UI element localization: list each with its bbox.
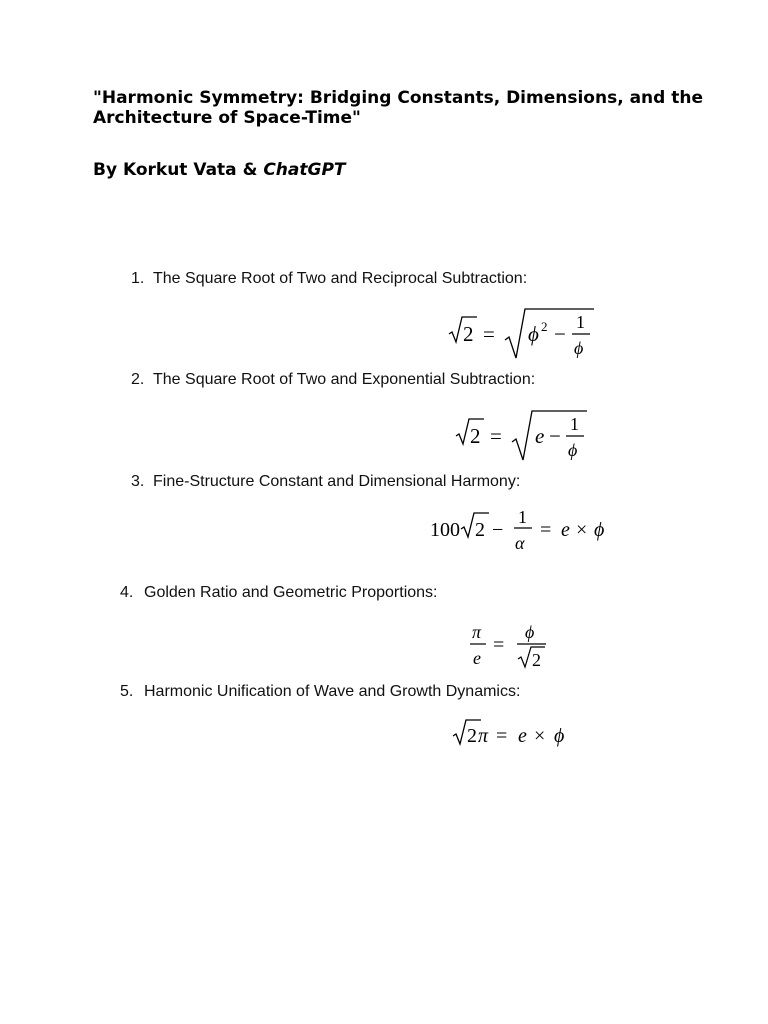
svg-text:2: 2	[541, 319, 548, 334]
byline-authors: By Korkut Vata &	[93, 160, 264, 180]
svg-text:ϕ: ϕ	[554, 725, 565, 747]
svg-text:1: 1	[518, 507, 527, 527]
item-heading: The Square Root of Two and Reciprocal Subtraction:	[153, 270, 528, 287]
item-number: 5.	[120, 683, 134, 700]
svg-text:=: =	[540, 519, 552, 541]
svg-text:ϕ: ϕ	[594, 519, 605, 541]
list-item	[120, 583, 437, 603]
formula-3	[430, 506, 615, 556]
svg-text:−: −	[549, 424, 561, 448]
svg-text:2: 2	[475, 519, 485, 541]
svg-text:e: e	[535, 424, 545, 448]
svg-text:=: =	[493, 634, 505, 656]
svg-text:−: −	[492, 519, 504, 541]
list-item	[131, 370, 535, 390]
svg-text:1: 1	[576, 312, 585, 332]
item-number: 1.	[131, 270, 145, 287]
svg-text:ϕ: ϕ	[528, 322, 539, 346]
svg-text:2: 2	[463, 322, 474, 346]
svg-text:−: −	[554, 322, 566, 346]
svg-text:2: 2	[470, 424, 481, 448]
svg-text:π: π	[472, 622, 482, 642]
svg-text:e: e	[561, 519, 570, 541]
item-number: 2.	[131, 371, 145, 388]
item-heading: The Square Root of Two and Exponential Subtraction:	[153, 371, 536, 388]
svg-text:e: e	[473, 648, 481, 668]
svg-text:ϕ: ϕ	[574, 338, 584, 358]
byline	[93, 160, 346, 180]
item-number: 3.	[131, 473, 145, 490]
svg-text:=: =	[490, 424, 502, 448]
svg-text:100: 100	[430, 519, 460, 541]
formula-2	[455, 408, 590, 462]
list-item	[120, 682, 520, 702]
item-heading: Harmonic Unification of Wave and Growth Dynamics:	[144, 683, 521, 700]
svg-text:1: 1	[570, 414, 579, 434]
item-heading: Fine-Structure Constant and Dimensional Harmony:	[153, 473, 521, 490]
svg-text:ϕ: ϕ	[568, 440, 578, 460]
svg-text:×: ×	[534, 725, 546, 747]
svg-text:ϕ: ϕ	[525, 622, 535, 642]
svg-text:×: ×	[576, 519, 588, 541]
svg-text:2: 2	[532, 650, 541, 670]
formula-5	[452, 718, 577, 752]
formula-1	[448, 306, 598, 360]
list-item	[131, 269, 527, 289]
formula-4	[468, 622, 558, 672]
svg-text:2: 2	[467, 725, 477, 747]
svg-text:=: =	[496, 725, 508, 747]
svg-text:e: e	[518, 725, 527, 747]
svg-text:π: π	[478, 725, 489, 747]
item-heading: Golden Ratio and Geometric Proportions:	[144, 584, 438, 601]
document-title: "Harmonic Symmetry: Bridging Constants, Dimensions, and the Architecture of Space-Time"	[93, 88, 703, 128]
svg-text:α: α	[515, 533, 525, 553]
item-number: 4.	[120, 584, 134, 601]
byline-coauthor: ChatGPT	[263, 160, 346, 180]
svg-text:=: =	[483, 322, 495, 346]
list-item	[131, 472, 520, 492]
